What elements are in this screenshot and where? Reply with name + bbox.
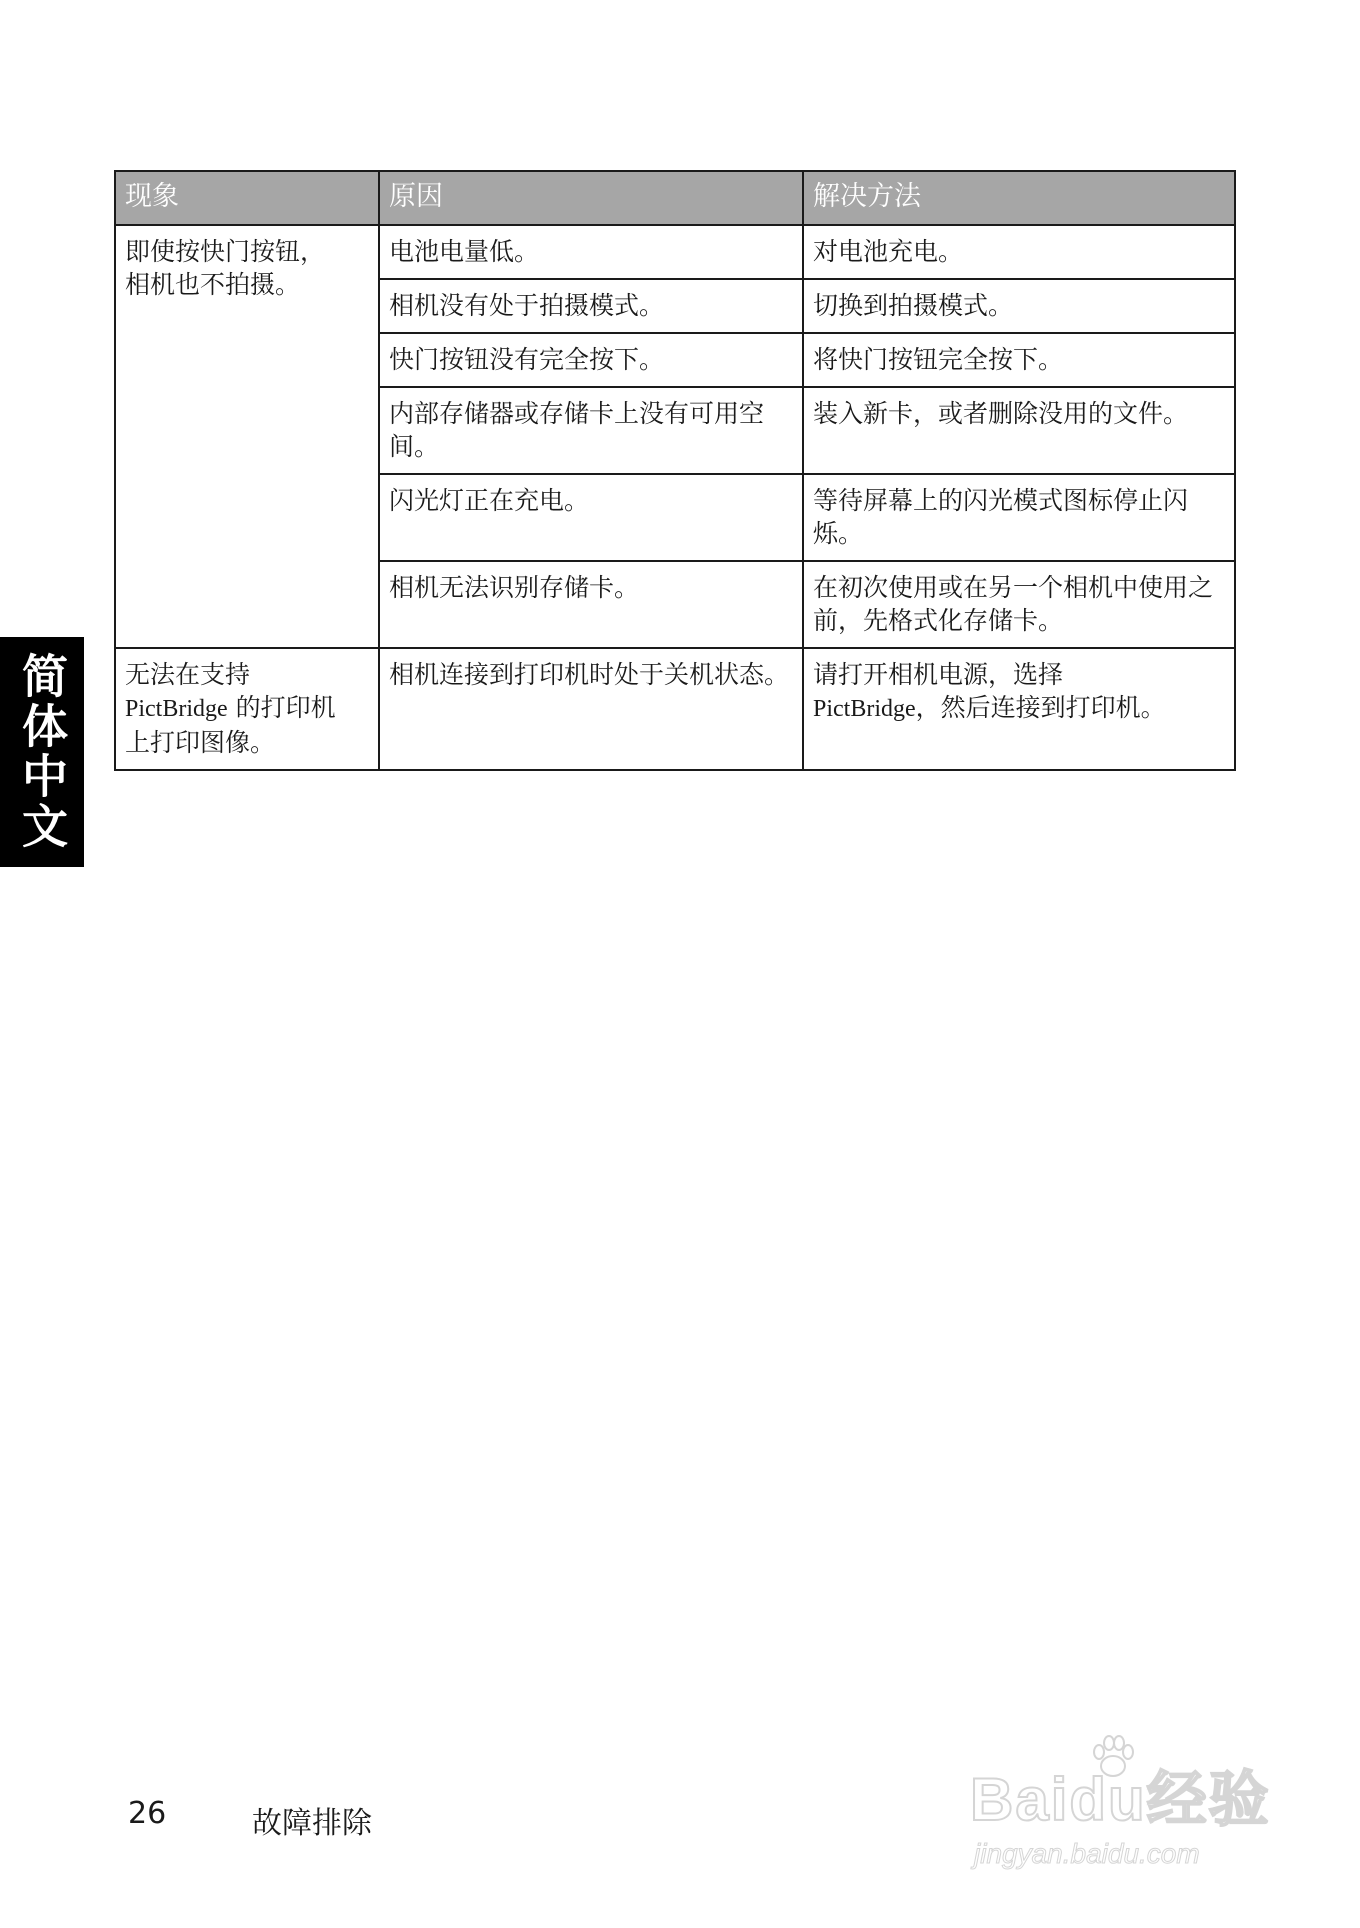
cause-cell: 电池电量低。: [379, 225, 803, 279]
symptom-line: 无法在支持: [125, 660, 251, 689]
troubleshooting-table: [114, 170, 1236, 771]
solution-cell: 在初次使用或在另一个相机中使用之前，先格式化存储卡。: [803, 561, 1235, 648]
watermark: [970, 1732, 1290, 1882]
page-number: 26: [128, 1796, 167, 1831]
header-solution: 解决方法: [803, 171, 1235, 225]
language-side-tab: [0, 637, 84, 867]
brand-name: PictBridge: [125, 696, 228, 722]
symptom-cell: [115, 648, 379, 770]
cause-cell: 相机没有处于拍摄模式。: [379, 279, 803, 333]
table-row: [115, 225, 1235, 279]
solution-cell: 装入新卡，或者删除没用的文件。: [803, 387, 1235, 474]
solution-cell: 切换到拍摄模式。: [803, 279, 1235, 333]
section-title: 故障排除: [252, 1806, 372, 1841]
symptom-cell: [115, 225, 379, 648]
symptom-text: 的打印机: [227, 693, 336, 722]
table-row: [115, 648, 1235, 770]
cause-cell: 快门按钮没有完全按下。: [379, 333, 803, 387]
cause-cell: 闪光灯正在充电。: [379, 474, 803, 561]
header-symptom: 现象: [115, 171, 379, 225]
symptom-line: 上打印图像。: [125, 728, 276, 757]
solution-cell: [803, 648, 1235, 770]
cause-cell: 相机无法识别存储卡。: [379, 561, 803, 648]
solution-line: 请打开相机电源，选择: [813, 660, 1064, 689]
side-tab-label: 简体中文: [15, 652, 69, 852]
cause-cell: 相机连接到打印机时处于关机状态。: [379, 648, 803, 770]
solution-line: [813, 691, 1224, 726]
symptom-line: 相机也不拍摄。: [125, 270, 301, 299]
solution-cell: 等待屏幕上的闪光模式图标停止闪烁。: [803, 474, 1235, 561]
header-cause: 原因: [379, 171, 803, 225]
cause-cell: 内部存储器或存储卡上没有可用空间。: [379, 387, 803, 474]
symptom-line: [125, 691, 368, 726]
symptom-line: 即使按快门按钮，: [125, 237, 326, 266]
solution-text: ，然后连接到打印机。: [915, 693, 1166, 722]
table-header-row: [115, 171, 1235, 225]
watermark-logo: Baidu经验: [970, 1766, 1271, 1833]
watermark-url: jingyan.baidu.com: [974, 1838, 1200, 1869]
solution-cell: 将快门按钮完全按下。: [803, 333, 1235, 387]
brand-name: PictBridge: [813, 696, 916, 722]
solution-cell: 对电池充电。: [803, 225, 1235, 279]
